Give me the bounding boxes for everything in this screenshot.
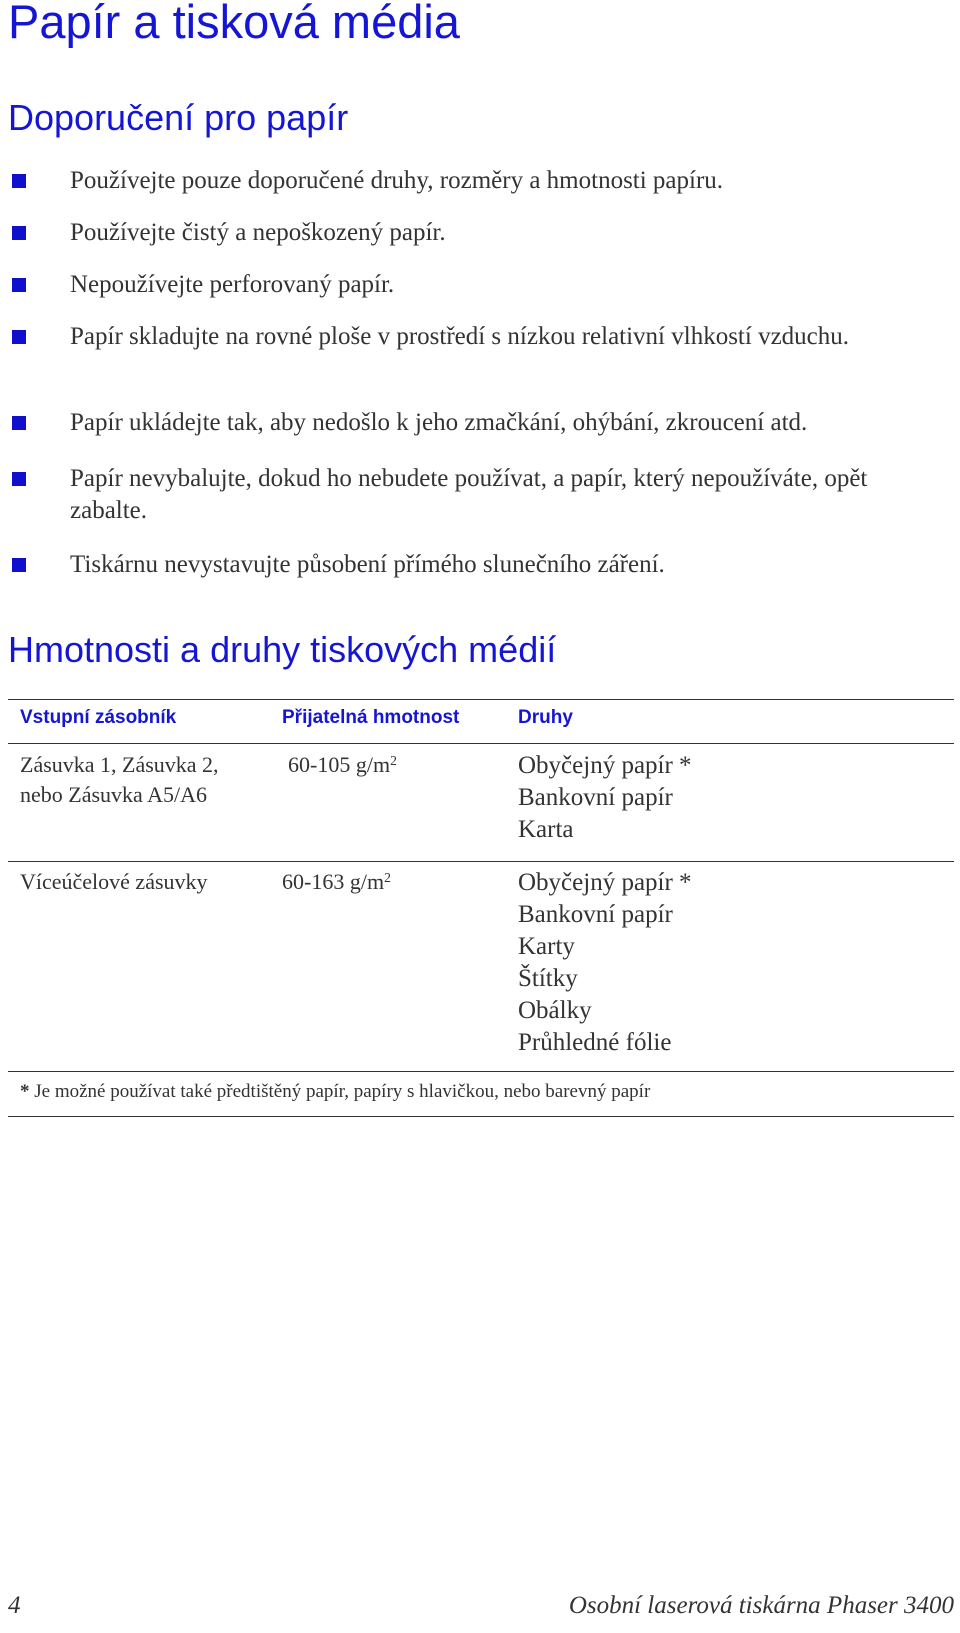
section-heading-weights-types: Hmotnosti a druhy tiskových médií bbox=[8, 629, 557, 670]
weight-cell: 60-105 $g/m^2$ bbox=[288, 752, 397, 777]
table-header-tray: Vstupní zásobník bbox=[20, 707, 177, 728]
table-top-rule bbox=[8, 699, 954, 700]
footer-product-name: Osobní laserová tiskárna Phaser 3400 bbox=[568, 1592, 954, 1619]
page-number: 4 bbox=[8, 1592, 21, 1619]
table-footnote: * Je možné používat také předtištěný papír, papíry s hlavičkou, nebo barevný papír bbox=[20, 1081, 651, 1102]
list-item: Používejte čistý a nepoškozený papír. bbox=[70, 217, 950, 249]
list-item: Používejte pouze doporučené druhy, rozměry a hmotnosti papíru. bbox=[70, 165, 950, 197]
list-item: Papír nevybalujte, dokud ho nebudete používat, a papír, který nepoužíváte, opět zabalte. bbox=[70, 463, 950, 527]
bullet-square-icon bbox=[12, 472, 26, 486]
table-footnote-rule bbox=[8, 1071, 954, 1072]
table-bottom-rule bbox=[8, 1116, 954, 1117]
bullet-square-icon bbox=[12, 278, 26, 292]
list-item: Nepoužívejte perforovaný papír. bbox=[70, 269, 950, 301]
page-title: Papír a tisková média bbox=[8, 0, 460, 48]
section-heading-recommendations: Doporučení pro papír bbox=[8, 97, 349, 138]
list-item: Tiskárnu nevystavujte působení přímého slunečního záření. bbox=[70, 549, 950, 581]
table-header-types: Druhy bbox=[518, 707, 573, 728]
bullet-square-icon bbox=[12, 416, 26, 430]
list-item: Papír ukládejte tak, aby nedošlo k jeho zmačkání, ohýbání, zkroucení atd. bbox=[70, 407, 950, 439]
table-header-rule bbox=[8, 743, 954, 744]
bullet-square-icon bbox=[12, 330, 26, 344]
bullet-square-icon bbox=[12, 558, 26, 572]
bullet-square-icon bbox=[12, 174, 26, 188]
bullet-square-icon bbox=[12, 226, 26, 240]
tray-cell: Víceúčelové zásuvky bbox=[20, 869, 208, 894]
table-row-rule bbox=[8, 861, 954, 862]
table-header-weight: Přijatelná hmotnost bbox=[282, 707, 460, 728]
weight-cell: 60-163 $g/m^2$ bbox=[282, 869, 391, 894]
list-item: Papír skladujte na rovné ploše v prostředí s nízkou relativní vlhkostí vzduchu. bbox=[70, 321, 870, 353]
types-cell: Obyčejný papír * Bankovní papír Karty Štítky Obálky Průhledné fólie bbox=[518, 869, 692, 1056]
tray-cell: Zásuvka 1, Zásuvka 2, nebo Zásuvka A5/A6 bbox=[20, 752, 219, 807]
types-cell: Obyčejný papír * Bankovní papír Karta bbox=[518, 752, 692, 843]
